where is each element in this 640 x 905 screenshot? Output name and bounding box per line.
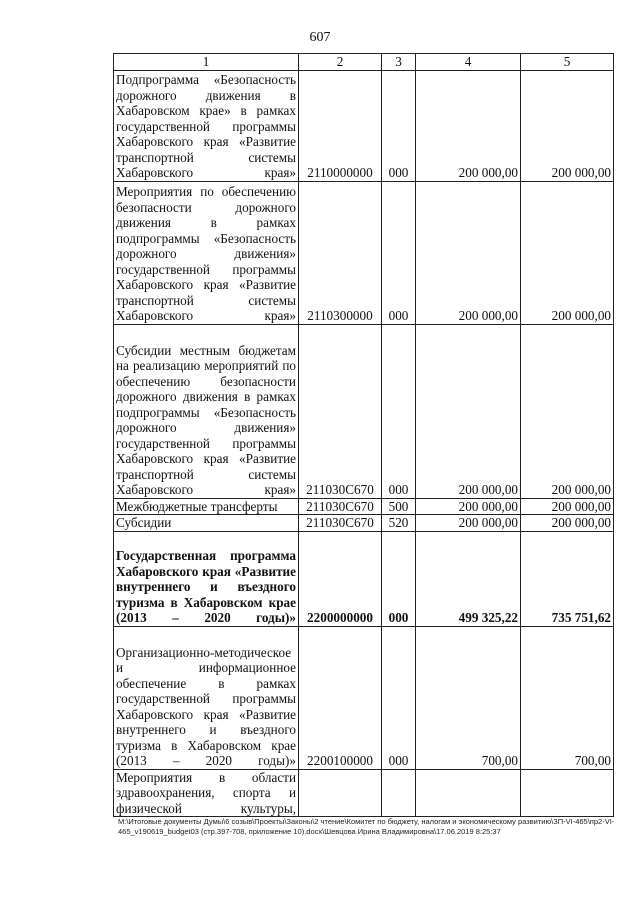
row-sum-2: 735 751,62	[521, 531, 614, 626]
header-cell-1: 1	[114, 54, 299, 71]
row-sum-2: 700,00	[521, 626, 614, 769]
row-name: Субсидии местным бюджетам на реализацию мероприятий по обеспечению безопасности дорожного движения в рамках подпрограммы «Безопасность дорожного движения» государственной программы Хабаровского края «Развитие транспортной системы Хабаровского края»	[114, 324, 299, 498]
table-row	[114, 769, 614, 817]
row-sum-1	[416, 769, 521, 817]
row-name: Подпрограмма «Безопасность дорожного движения в Хабаровском крае» в рамках государственной программы Хабаровского края «Развитие транспортной системы Хабаровского края»	[114, 70, 299, 181]
row-code: 2200000000	[299, 531, 382, 626]
table-row-program	[114, 531, 614, 626]
row-code: 211030С670	[299, 498, 382, 515]
table-row	[114, 181, 614, 324]
budget-table	[113, 53, 614, 817]
header-cell-3: 3	[382, 54, 416, 71]
row-sum-2	[521, 769, 614, 817]
row-vr: 520	[382, 515, 416, 532]
row-code: 2110300000	[299, 181, 382, 324]
row-code: 211030С670	[299, 515, 382, 532]
document-path-footer: М:\Итоговые документы Думы\6 созыв\Проекты\Законы\2 чтение\Комитет по бюджету, налогам и экономическому развитию\ЗП-VI-465\пр2-VI-465_v190619_budget03 (стр.397-708, приложение 10).docx\Шевцова Ирина Владимировна\17.06.2019 8:25:37	[118, 817, 615, 836]
row-sum-1: 200 000,00	[416, 181, 521, 324]
row-code: 2200100000	[299, 626, 382, 769]
row-sum-2: 200 000,00	[521, 70, 614, 181]
row-vr: 000	[382, 531, 416, 626]
row-vr: 500	[382, 498, 416, 515]
row-name: Межбюджетные трансферты	[114, 498, 299, 515]
row-sum-2: 200 000,00	[521, 498, 614, 515]
row-name: Государственная программа Хабаровского края «Развитие внутреннего и въездного туризма в Хабаровском крае (2013 – 2020 годы)»	[114, 531, 299, 626]
row-name: Организационно-методическое и информационное обеспечение в рамках государственной программы Хабаровского края «Развитие внутреннего и въездного туризма в Хабаровском крае (2013 – 2020 годы)»	[114, 626, 299, 769]
row-sum-2: 200 000,00	[521, 515, 614, 532]
row-sum-1: 200 000,00	[416, 515, 521, 532]
row-vr	[382, 769, 416, 817]
header-cell-4: 4	[416, 54, 521, 71]
row-vr: 000	[382, 70, 416, 181]
table-row	[114, 626, 614, 769]
row-vr: 000	[382, 181, 416, 324]
table-row	[114, 498, 614, 515]
row-sum-1: 499 325,22	[416, 531, 521, 626]
row-sum-1: 700,00	[416, 626, 521, 769]
header-cell-5: 5	[521, 54, 614, 71]
header-cell-2: 2	[299, 54, 382, 71]
table-row	[114, 515, 614, 532]
row-name: Мероприятия по обеспечению безопасности дорожного движения в рамках подпрограммы «Безопасность дорожного движения» государственной программы Хабаровского края «Развитие транспортной системы Хабаровского края»	[114, 181, 299, 324]
table-row	[114, 70, 614, 181]
row-sum-2: 200 000,00	[521, 181, 614, 324]
row-sum-2: 200 000,00	[521, 324, 614, 498]
row-sum-1: 200 000,00	[416, 498, 521, 515]
row-vr: 000	[382, 626, 416, 769]
row-code: 2110000000	[299, 70, 382, 181]
table-header-row	[114, 54, 614, 71]
row-code: 211030С670	[299, 324, 382, 498]
row-code	[299, 769, 382, 817]
row-vr: 000	[382, 324, 416, 498]
row-name: Мероприятия в области здравоохранения, спорта и физической культуры,	[114, 769, 299, 817]
row-sum-1: 200 000,00	[416, 324, 521, 498]
row-sum-1: 200 000,00	[416, 70, 521, 181]
row-name: Субсидии	[114, 515, 299, 532]
table-row	[114, 324, 614, 498]
page-number: 607	[309, 30, 331, 45]
